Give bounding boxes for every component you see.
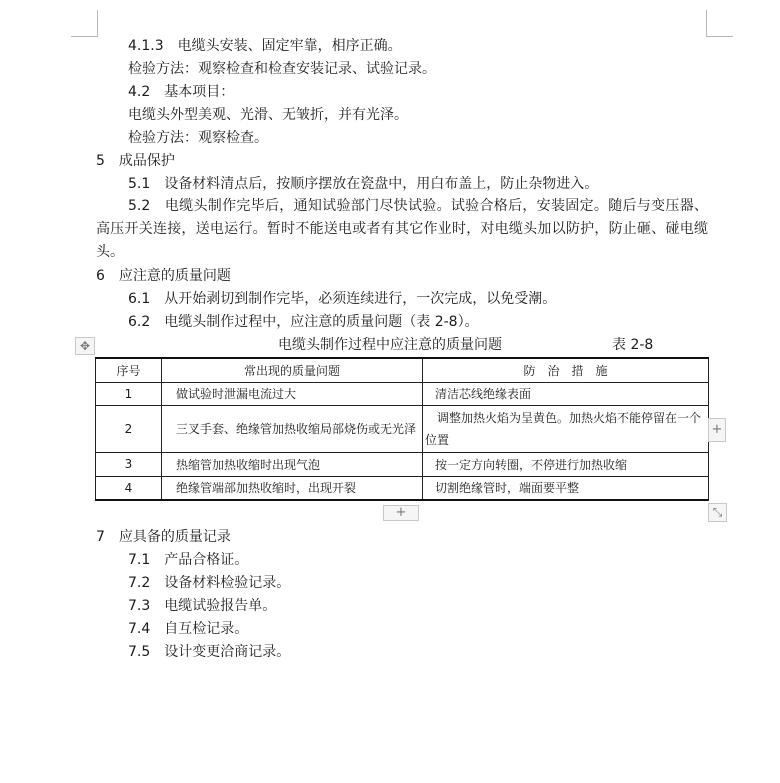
cell-no: 4: [96, 476, 162, 500]
cell-no: 2: [96, 405, 162, 452]
cell-measure: 切割绝缘管时，端面要平整: [423, 476, 709, 500]
cell-measure: 清洁芯线绝缘表面: [423, 382, 709, 405]
table-header-row: [96, 358, 709, 382]
section-heading-7: 7 应具备的质量记录: [96, 529, 231, 545]
header-problem: 常出现的质量问题: [162, 358, 423, 382]
clause-7-2: 7.2 设备材料检验记录。: [128, 575, 291, 591]
table-caption-title: 电缆头制作过程中应注意的质量问题: [278, 337, 502, 353]
clause-5-2: 5.2 电缆头制作完毕后，通知试验部门尽快试验。试验合格后，安装固定。随后与变压器、高压开关连接，送电运行。暂时不能送电或者有其它作业时，对电缆头加以防护，防止砸、碰电缆头。: [96, 198, 708, 260]
header-measure: 防 治 措 施: [423, 358, 709, 382]
clause-6-2: 6.2 电缆头制作过程中，应注意的质量问题（表 2-8）。: [128, 314, 479, 330]
table-row: [96, 452, 709, 476]
inspection-method-line-2: 检验方法：观察检查。: [128, 130, 268, 146]
cell-problem: 热缩管加热收缩时出现气泡: [162, 452, 423, 476]
section-heading-6: 6 应注意的质量问题: [96, 268, 231, 284]
page-corner-mark-top-right: [706, 10, 733, 37]
page-corner-mark-top-left: [71, 10, 98, 37]
table-row: [96, 476, 709, 500]
table-row: [96, 405, 709, 452]
clause-4-2: 4.2 基本项目：: [128, 84, 235, 100]
cell-no: 1: [96, 382, 162, 405]
table-row: [96, 382, 709, 405]
clause-7-3: 7.3 电缆试验报告单。: [128, 598, 277, 614]
inspection-method-line: 检验方法：观察检查和检查安装记录、试验记录。: [128, 61, 436, 77]
cell-problem: 三叉手套、绝缘管加热收缩局部烧伤或无光泽: [162, 405, 423, 452]
add-row-button[interactable]: +: [383, 505, 419, 521]
clause-7-1: 7.1 产品合格证。: [128, 552, 249, 568]
section-heading-5: 5 成品保护: [96, 153, 175, 169]
table-move-handle-icon[interactable]: ✥: [75, 337, 95, 355]
clause-4-1-3: 4.1.3 电缆头安装、固定牢靠，相序正确。: [128, 38, 402, 54]
table-caption-number: 表 2-8: [612, 337, 654, 353]
clause-6-1: 6.1 从开始剥切到制作完毕，必须连续进行，一次完成，以免受潮。: [128, 291, 557, 307]
table-caption: [96, 335, 708, 355]
cell-measure: 按一定方向转圈，不停进行加热收缩: [423, 452, 709, 476]
clause-5-1: 5.1 设备材料清点后，按顺序摆放在瓷盘中，用白布盖上，防止杂物进入。: [128, 176, 599, 192]
cell-problem: 绝缘管端部加热收缩时，出现开裂: [162, 476, 423, 500]
cell-problem: 做试验时泄漏电流过大: [162, 382, 423, 405]
cell-no: 3: [96, 452, 162, 476]
table-resize-icon[interactable]: ⤡: [708, 503, 727, 522]
clause-7-4: 7.4 自互检记录。: [128, 621, 249, 637]
cell-measure: 调整加热火焰为呈黄色。加热火焰不能停留在一个位置: [423, 405, 709, 452]
quality-issues-table: [95, 357, 709, 501]
add-column-button[interactable]: +: [708, 418, 726, 442]
basic-item-line: 电缆头外型美观、光滑、无皱折，并有光泽。: [128, 107, 408, 123]
header-no: 序号: [96, 358, 162, 382]
clause-7-5: 7.5 设计变更洽商记录。: [128, 644, 291, 660]
